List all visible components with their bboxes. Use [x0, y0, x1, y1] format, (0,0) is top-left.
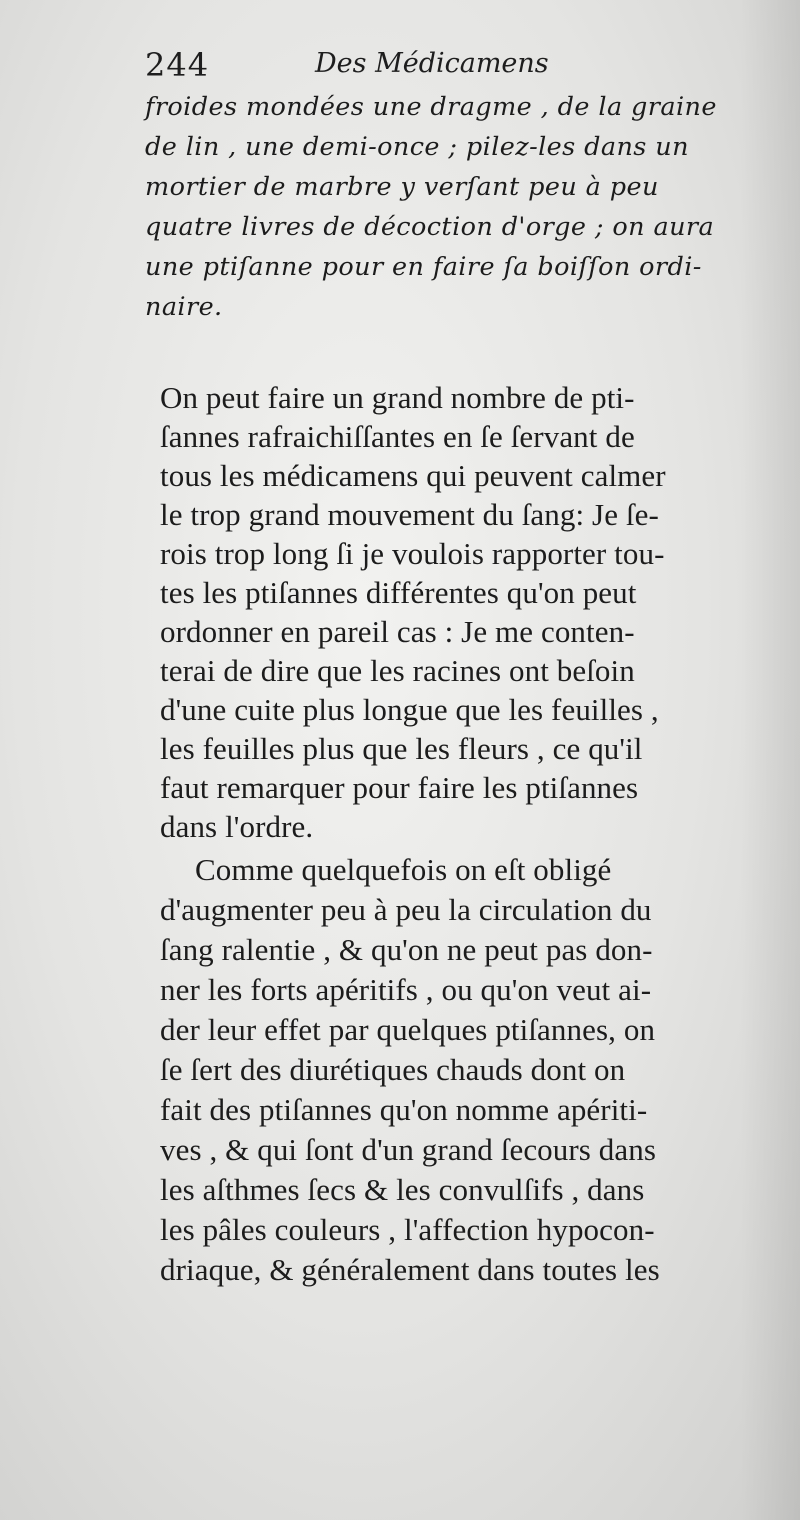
- text-line: d'une cuite plus longue que les feuilles ,: [160, 692, 659, 727]
- text-line: der leur effet par quelques ptiſannes, on: [160, 1012, 656, 1047]
- text-line: ordonner en pareil cas : Je me conten-: [160, 614, 635, 649]
- page-number: 244: [145, 46, 210, 84]
- text-line: les pâles couleurs , l'affection hypocon-: [160, 1212, 655, 1247]
- text-line: faut remarquer pour faire les ptiſannes: [160, 770, 639, 805]
- text-line: rois trop long ſi je voulois rapporter tou-: [160, 536, 665, 571]
- text-line: tes les ptiſannes différentes qu'on peut: [160, 575, 637, 610]
- text-line: tous les médicamens qui peuvent calmer: [160, 458, 666, 493]
- text-line: une ptiſanne pour en faire ſa boiſſon ordi-: [145, 252, 702, 282]
- text-line: Comme quelquefois on eſt obligé: [195, 852, 612, 887]
- text-line: de lin , une demi-once ; pilez-les dans un: [145, 132, 689, 162]
- text-line: d'augmenter peu à peu la circulation du: [160, 892, 652, 927]
- text-line: On peut faire un grand nombre de pti-: [160, 380, 635, 415]
- text-line: ſang ralentie , & qu'on ne peut pas don-: [160, 932, 653, 967]
- text-line: le trop grand mouvement du ſang: Je ſe-: [160, 497, 659, 532]
- running-title: Des Médicamens: [315, 48, 549, 79]
- text-line: froides mondées une dragme , de la graine: [145, 92, 717, 122]
- text-line: ſe ſert des diurétiques chauds dont on: [160, 1052, 626, 1087]
- text-line: dans l'ordre.: [160, 809, 314, 844]
- text-line: ſannes rafraichiſſantes en ſe ſervant de: [160, 419, 635, 454]
- text-line: driaque, & généralement dans toutes les: [160, 1252, 660, 1287]
- text-line: ves , & qui ſont d'un grand ſecours dans: [160, 1132, 657, 1167]
- text-line: terai de dire que les racines ont beſoin: [160, 653, 635, 688]
- text-line: ner les forts apéritifs , ou qu'on veut ai-: [160, 972, 652, 1007]
- text-line: naire.: [145, 292, 223, 322]
- text-line: quatre livres de décoction d'orge ; on aura: [145, 212, 715, 242]
- text-line: les feuilles plus que les fleurs , ce qu'il: [160, 731, 643, 766]
- text-line: les aſthmes ſecs & les convulſifs , dans: [160, 1172, 645, 1207]
- text-line: mortier de marbre y verſant peu à peu: [145, 172, 659, 202]
- text-line: fait des ptiſannes qu'on nomme apériti-: [160, 1092, 648, 1127]
- page-header: [145, 46, 745, 90]
